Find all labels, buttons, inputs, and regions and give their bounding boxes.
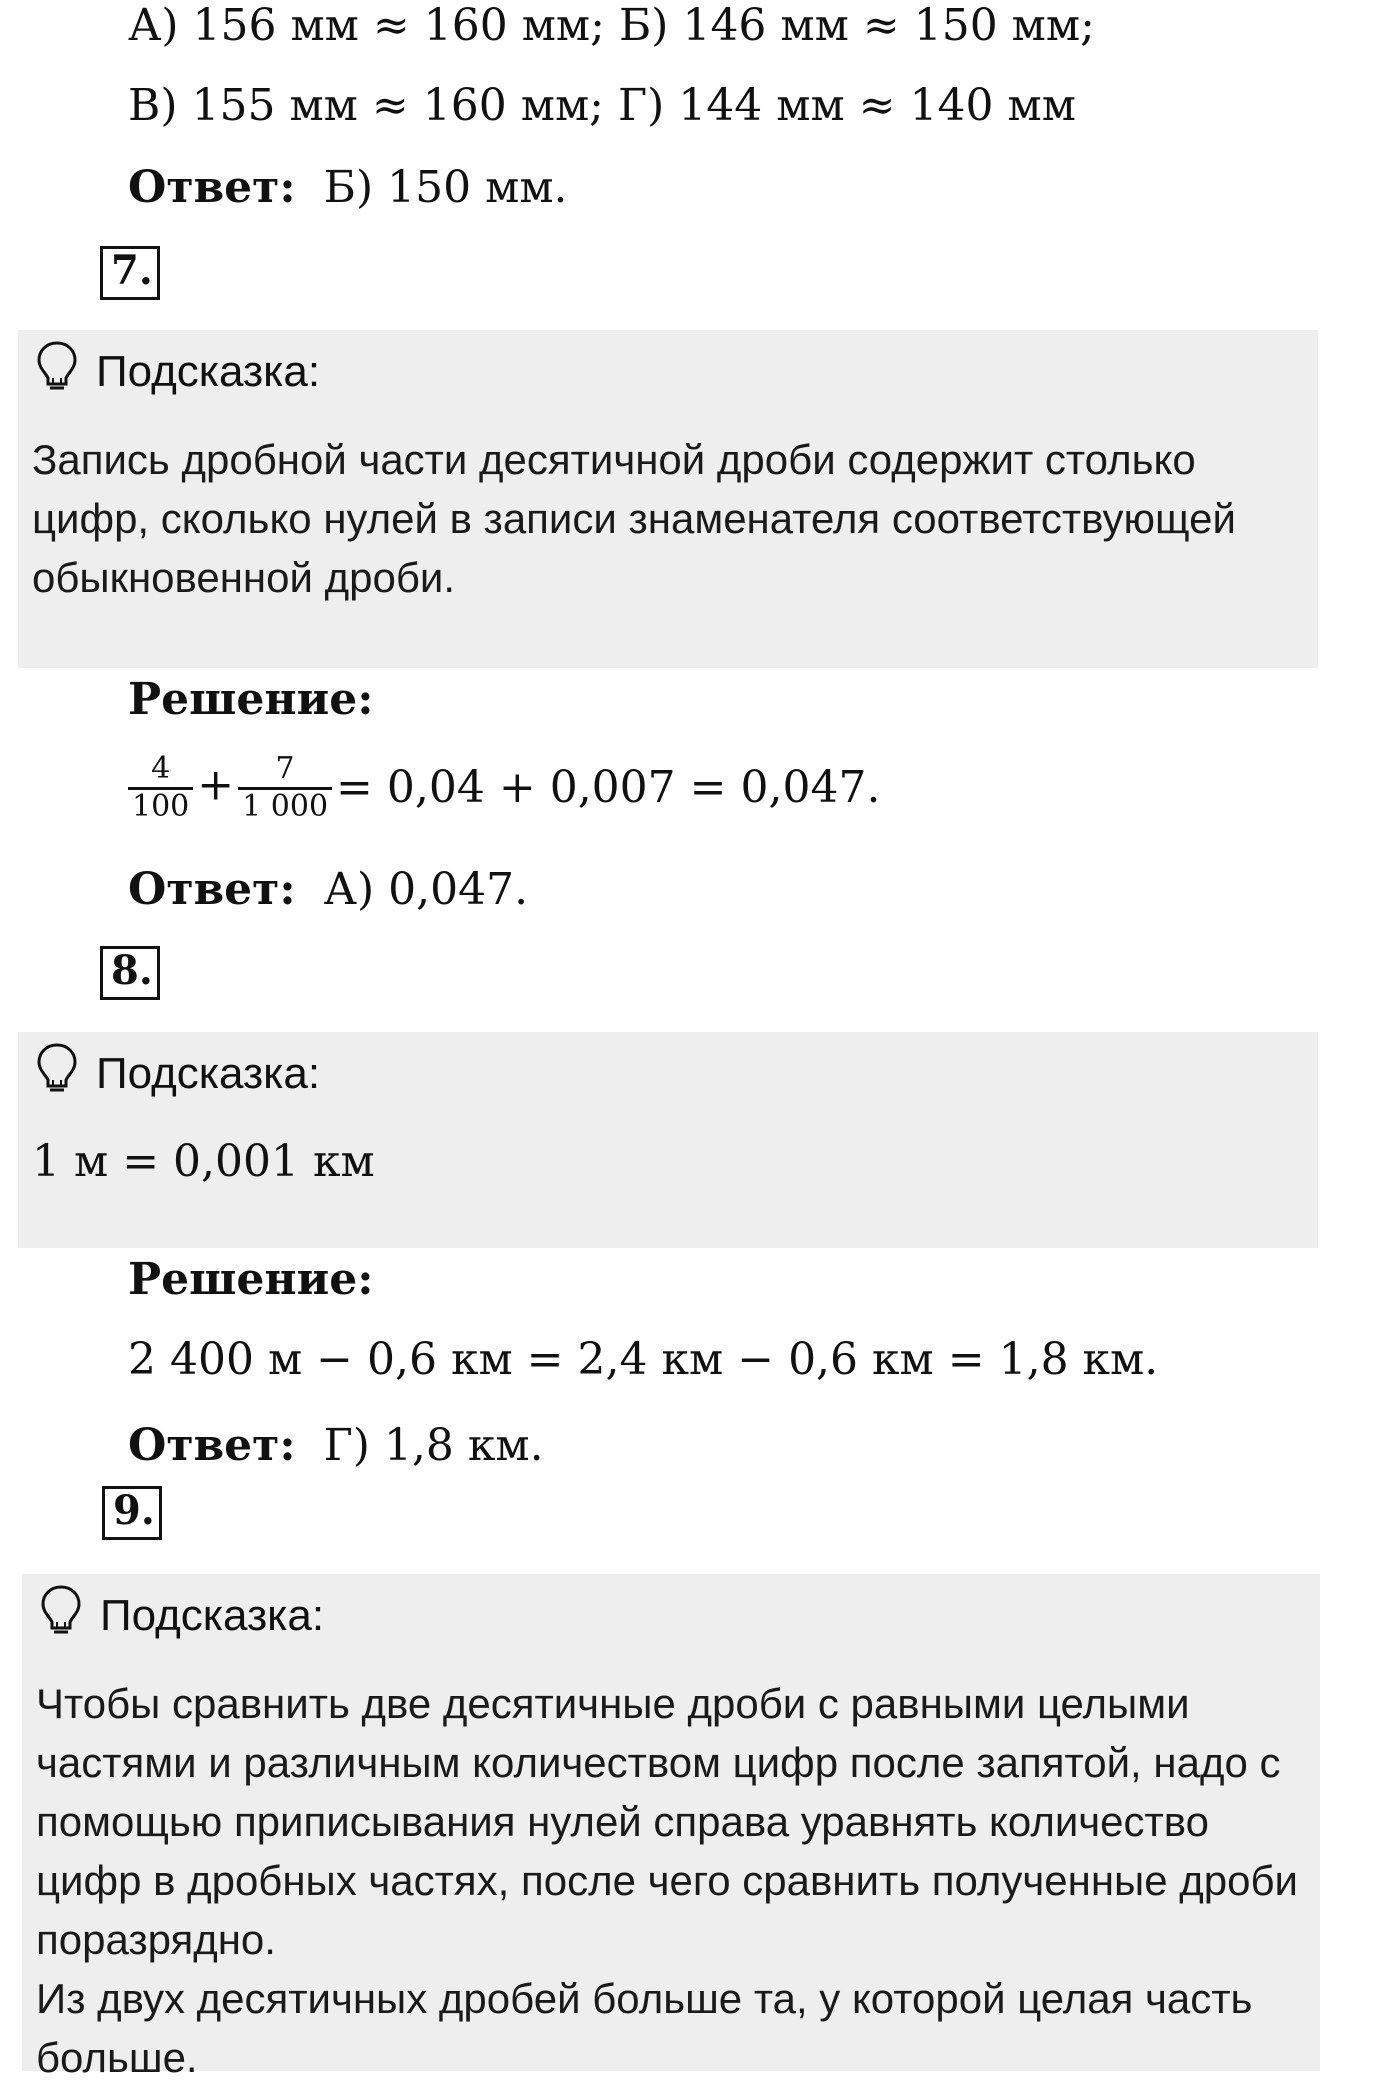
hint-paragraph-2: Из двух десятичных дробей больше та, у которой целая часть больше. [36, 1975, 1253, 2081]
answer-value: А) 0,047. [323, 864, 529, 915]
answer-label: Ответ: [128, 864, 296, 915]
task8-answer [128, 1420, 544, 1471]
hint-formula: 1 м = 0,001 км [32, 1136, 375, 1187]
task-number-8: 8. [100, 946, 160, 1000]
task-number-9: 9. [102, 1486, 162, 1540]
answer-label: Ответ: [128, 1420, 296, 1471]
hint-text: Запись дробной части десятичной дроби содержит столько цифр, сколько нулей в записи знаменателя соответствующей обыкновенной дроби. [32, 436, 1236, 601]
answer-value: Б) 150 мм. [323, 162, 568, 213]
plus-sign: + [197, 759, 235, 811]
task6-answer [128, 162, 568, 213]
lightbulb-icon [34, 340, 80, 392]
fraction-7-1000: $\frac{7}{1 000}$ [238, 752, 332, 824]
task6-options-line1: А) 156 мм ≈ 160 мм; Б) 146 мм ≈ 150 мм; [128, 0, 1095, 51]
solution-label: Решение: [128, 674, 374, 725]
task-number-7: 7. [100, 246, 160, 300]
solution-label: Решение: [128, 1254, 374, 1305]
task7-answer [128, 864, 529, 915]
hint-box-8 [18, 1032, 1318, 1248]
task6-options-line2: В) 155 мм ≈ 160 мм; Г) 144 мм ≈ 140 мм [128, 80, 1076, 131]
fraction-4-100: $\frac{4}{100}$ [128, 752, 193, 824]
task8-equation: 2 400 м − 0,6 км = 2,4 км − 0,6 км = 1,8 км. [128, 1334, 1159, 1385]
hint-box-7 [18, 330, 1318, 668]
hint-paragraph-1: Чтобы сравнить две десятичные дроби с равными целыми частями и различным количеством цифр после запятой, надо с помощью приписывания нулей справа уравнять количество цифр в дробных частях, после чего сравнить полученные дроби поразрядно. [36, 1680, 1299, 1963]
answer-label: Ответ: [128, 162, 296, 213]
lightbulb-icon [38, 1584, 84, 1636]
lightbulb-icon [34, 1042, 80, 1094]
task7-equation [124, 752, 880, 824]
equation-rest: = 0,04 + 0,007 = 0,047. [336, 762, 881, 813]
hint-title: Подсказка: [96, 347, 321, 396]
answer-value: Г) 1,8 км. [323, 1420, 544, 1471]
hint-text [36, 1674, 1300, 2087]
hint-title: Подсказка: [96, 1049, 321, 1098]
hint-box-9 [22, 1574, 1320, 2081]
hint-title: Подсказка: [100, 1591, 325, 1640]
